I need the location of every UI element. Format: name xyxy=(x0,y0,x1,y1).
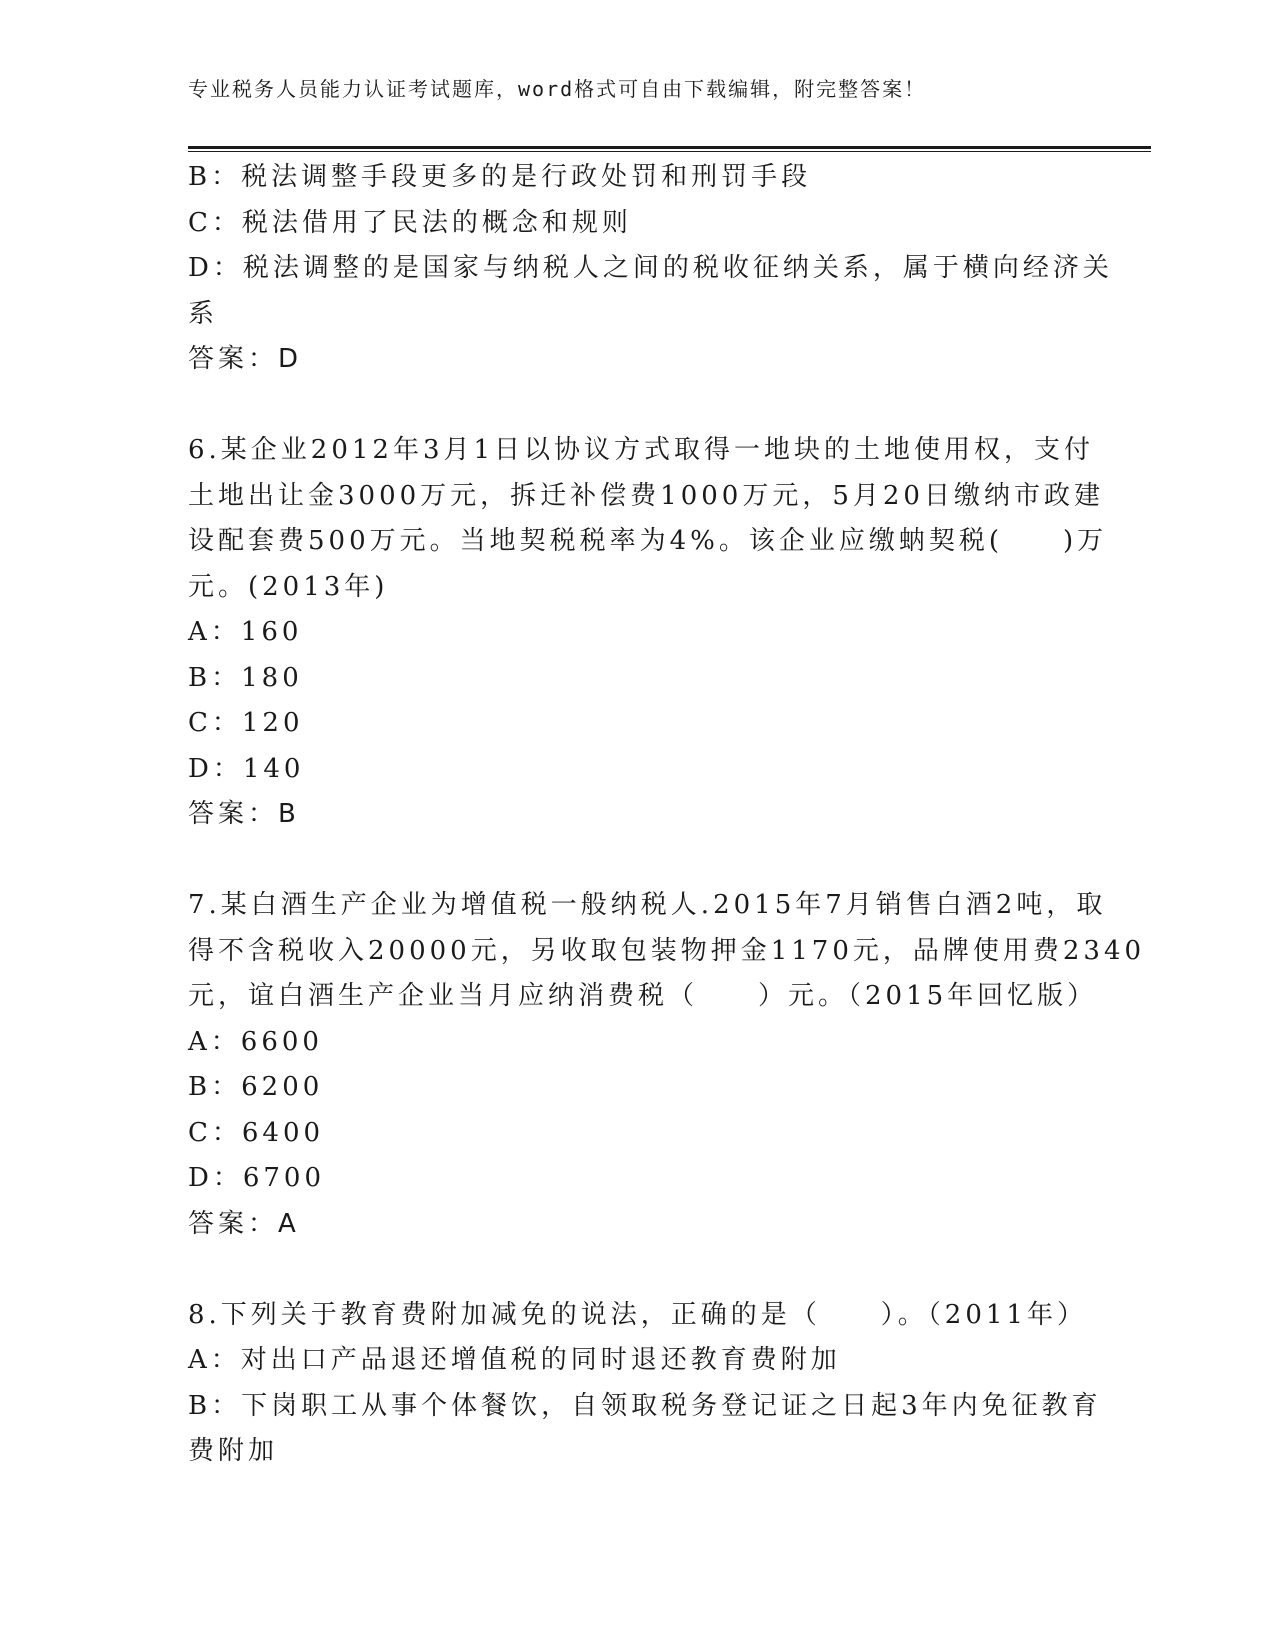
q6-option-b: B：180 xyxy=(188,662,303,693)
q5-option-d: D：税法调整的是国家与纳税人之间的税收征纳关系，属于横向经济关 xyxy=(188,253,1113,283)
q8-stem: 8.下列关于教育费附加减免的说法，正确的是（ ）。（2011年） xyxy=(188,1299,1087,1330)
q6-answer: 答案：B xyxy=(188,799,300,829)
header-rule-thin xyxy=(188,151,1151,152)
question-7 xyxy=(188,883,1146,1247)
header-rule-thick xyxy=(188,146,1151,149)
q8-option-b: B：下岗职工从事个体餐饮，自领取税务登记证之日起3年内免征教育 xyxy=(188,1390,1102,1421)
q6-stem-cont: 土地出让金3000万元，拆迁补偿费1000万元，5月20日缴纳市政建 xyxy=(188,480,1104,511)
page-header: 专业税务人员能力认证考试题库，word格式可自由下载编辑，附完整答案！ xyxy=(188,77,927,101)
question-5-tail xyxy=(188,155,1113,383)
q7-option-c: C：6400 xyxy=(188,1117,325,1148)
q6-stem-cont: 设配套费500万元。当地契税税率为4%。该企业应缴蚋契税( )万 xyxy=(188,526,1108,556)
q6-stem: 6.某企业2012年3月1日以协议方式取得一地块的土地使用权，支付 xyxy=(188,435,1095,465)
q7-option-a: A：6600 xyxy=(188,1026,323,1057)
document-body xyxy=(188,155,1146,1475)
q8-option-b-cont: 费附加 xyxy=(188,1436,279,1466)
q5-option-d-cont: 系 xyxy=(188,298,219,329)
q6-option-a: A：160 xyxy=(188,617,303,647)
q8-option-a: A：对出口产品退还增值税的同时退还教育费附加 xyxy=(188,1345,841,1375)
q6-option-c: C：120 xyxy=(188,708,304,738)
q7-stem-cont: 元，谊白酒生产企业当月应纳消费税（ ）元。（2015年回忆版） xyxy=(188,981,1098,1011)
question-8 xyxy=(188,1293,1102,1475)
q6-option-d: D：140 xyxy=(188,753,305,784)
q5-option-b: B：税法调整手段更多的是行政处罚和刑罚手段 xyxy=(188,162,812,192)
question-6 xyxy=(188,428,1108,838)
q7-option-d: D：6700 xyxy=(188,1163,326,1193)
q7-option-b: B：6200 xyxy=(188,1072,324,1102)
q5-answer: 答案：D xyxy=(188,344,303,374)
q7-answer: 答案：A xyxy=(188,1208,300,1239)
q5-option-c: C：税法借用了民法的概念和规则 xyxy=(188,207,632,238)
q6-stem-cont: 元。(2013年) xyxy=(188,571,389,602)
q7-stem: 7.某白酒生产企业为增值税一般纳税人.2015年7月销售白酒2吨，取 xyxy=(188,890,1107,920)
q7-stem-cont: 得不含税收入20000元，另收取包装物押金1170元，品牌使用费2340 xyxy=(188,935,1146,966)
